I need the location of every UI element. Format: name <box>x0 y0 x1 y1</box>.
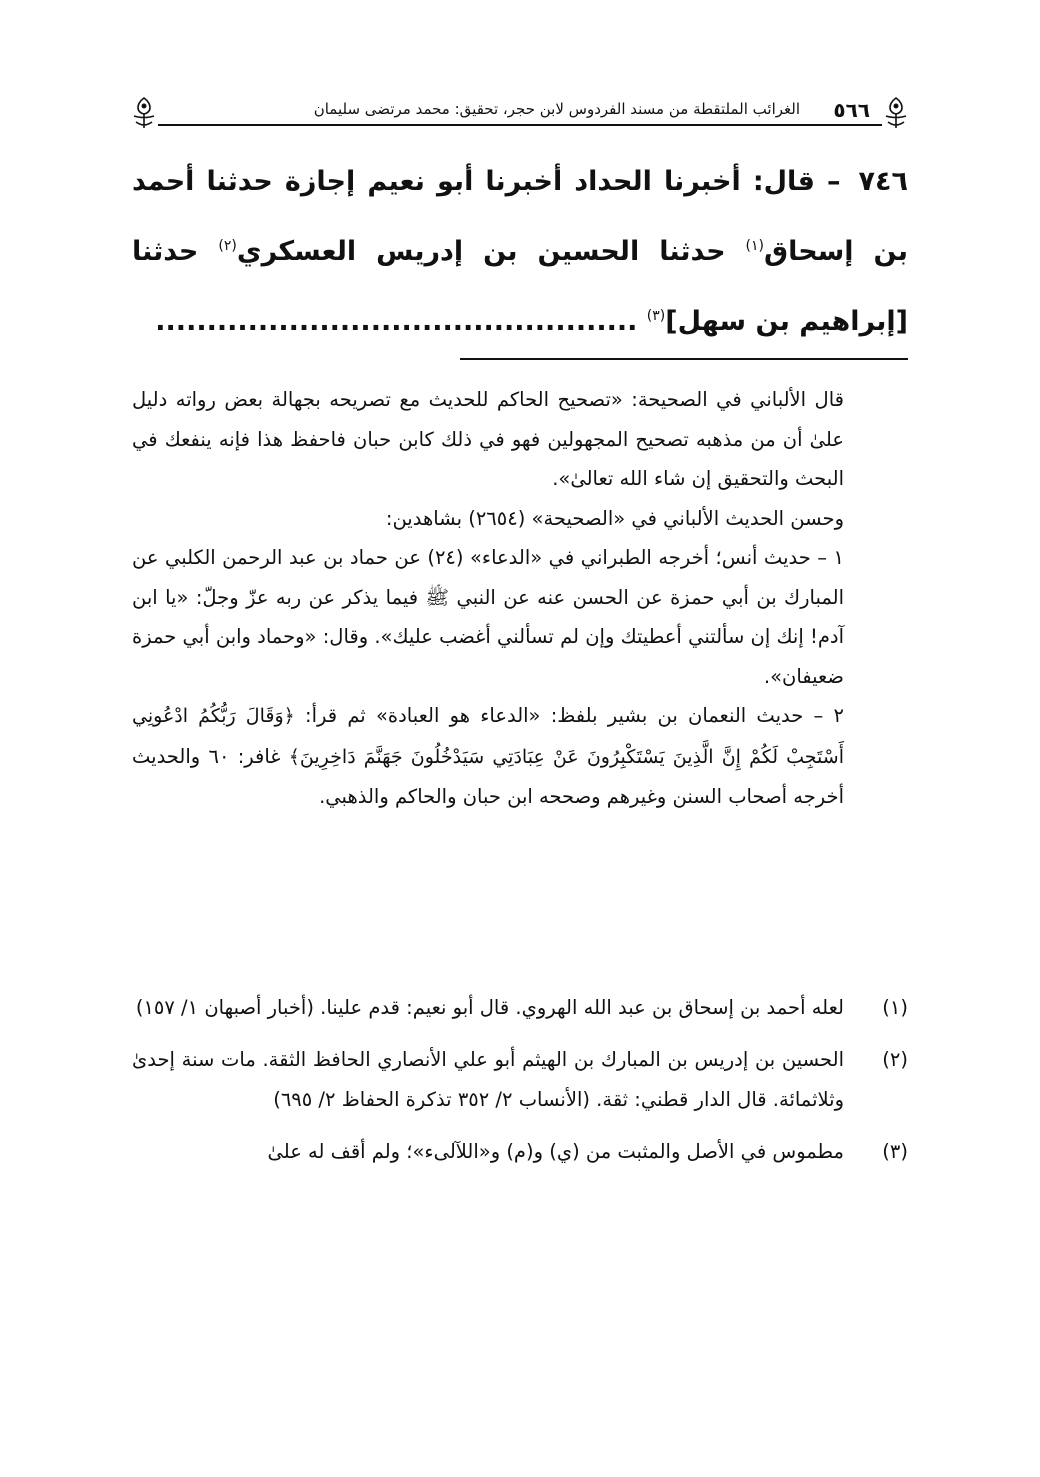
footnote-number: (٢) <box>882 1048 908 1071</box>
hadith-chain-part-1: – قال: أخبرنا الحداد أخبرنا أبو نعيم إجازة حدثنا أحمد بن إسحاق <box>132 166 908 267</box>
footnote-item <box>132 1040 908 1120</box>
page-number: ٥٦٦ <box>833 98 870 122</box>
footnote-text: لعله أحمد بن إسحاق بن عبد الله الهروي. قال أبو نعيم: قدم علينا. (أخبار أصبهان ١/ ١٥٧) <box>135 996 844 1019</box>
commentary-paragraph <box>132 696 844 817</box>
footnote-number: (٣) <box>882 1140 908 1163</box>
running-title: الغرائب الملتقطة من مسند الفردوس لابن حجر، تحقيق: محمد مرتضى سليمان <box>313 100 800 118</box>
footnote-text: الحسين بن إدريس بن المبارك بن الهيثم أبو علي الأنصاري الحافظ الثقة. مات سنة إحدىٰ وثلاثمائة. قال الدار قطني: ثقة. (الأنساب ٢/ ٣٥٢ تذكرة الحفاظ ٢/ ٦٩٥) <box>132 1048 844 1111</box>
missing-text-dots: ............................................... <box>155 306 638 337</box>
footnote-ref-2[interactable]: (٢) <box>218 238 237 254</box>
commentary-text: ٢ – حديث النعمان بن بشير بلفظ: «الدعاء هو العبادة» ثم قرأ: <box>305 704 845 727</box>
hadith-text <box>132 150 908 354</box>
hadith-chain-part-3: حدثنا [إبراهيم بن سهل] <box>132 236 908 337</box>
footnote-number: (١) <box>882 996 908 1019</box>
commentary-text: غافر: ٦٠ والحديث أخرجه أصحاب السنن وغيرهم وصححه ابن حبان والحاكم والذهبي. <box>132 744 844 808</box>
hadith-chain-part-2: حدثنا الحسين بن إدريس العسكري <box>236 236 726 267</box>
footnote-text: مطموس في الأصل والمثبت من (ي) و(م) و«اللآلىء»؛ ولم أقف له علىٰ <box>267 1140 844 1163</box>
footnote-ref-1[interactable]: (١) <box>745 238 765 254</box>
hadith-number: ٧٤٦ <box>858 166 908 197</box>
commentary-paragraph: قال الألباني في الصحيحة: «تصحيح الحاكم للحديث مع تصريحه بجهالة بعض رواته دليل علىٰ أن من مذهبه تصحيح المجهولين فهو في ذلك كابن حبان فاحفظ هذا فإنه ينفعك في البحث والتحقيق إن شاء الله تعالىٰ». <box>132 388 844 490</box>
footnote-ref-3[interactable]: (٣) <box>646 308 666 324</box>
header-rule <box>158 124 882 126</box>
footnote-separator <box>460 358 908 360</box>
floral-ornament-icon <box>130 96 158 130</box>
footnote-item <box>132 1132 908 1172</box>
quran-verse: ﴿وَقَالَ رَبُّكُمُ ادْعُونِي أَسْتَجِبْ لَكُمْ إِنَّ الَّذِينَ يَسْتَكْبِرُونَ عَنْ عِبَادَتِي سَيَدْخُلُونَ جَهَنَّمَ دَاخِرِينَ﴾ <box>132 705 844 768</box>
footnote-item <box>132 988 908 1028</box>
commentary-paragraph: ١ – حديث أنس؛ أخرجه الطبراني في «الدعاء» (٢٤) عن حماد بن عبد الرحمن الكلبي عن المبارك بن أبي حمزة عن الحسن عنه عن النبي ﷺ فيما يذكر عن ربه عزّ وجلّ: «يا ابن آدم! إنك إن سألتني أعطيتك وإن لم تسألني أغضب عليك». وقال: «وحماد وابن أبي حمزة ضعيفان». <box>132 546 845 688</box>
footnotes <box>132 988 908 1184</box>
running-header <box>130 96 910 130</box>
commentary <box>132 380 844 817</box>
floral-ornament-icon <box>882 96 910 130</box>
commentary-paragraph: وحسن الحديث الألباني في «الصحيحة» (٢٦٥٤) بشاهدين: <box>385 506 844 530</box>
